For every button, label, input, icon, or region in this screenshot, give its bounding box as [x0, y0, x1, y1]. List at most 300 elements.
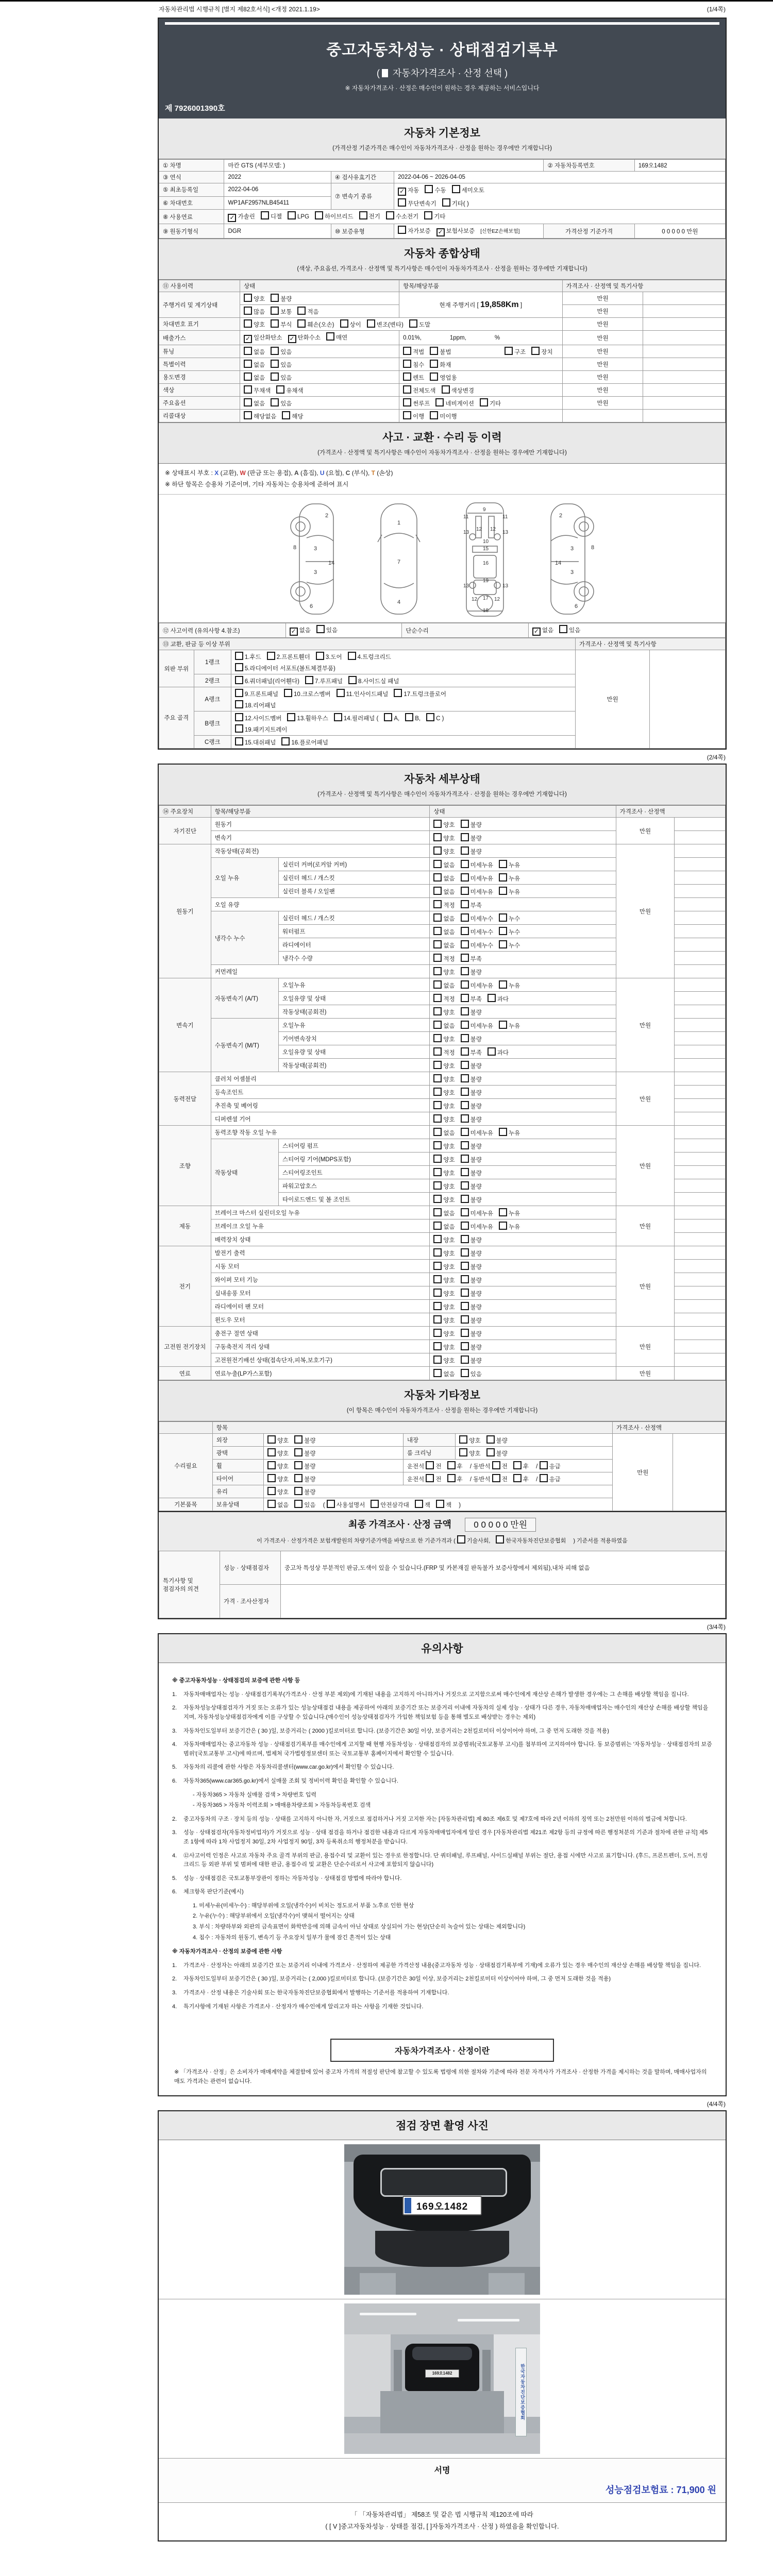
checkbox-option[interactable]: 불량 [461, 1155, 482, 1164]
checkbox-option[interactable]: 누유 [499, 1021, 520, 1030]
checkbox-option[interactable]: 양호 [433, 1329, 455, 1338]
empty-checkbox-icon[interactable] [287, 713, 295, 721]
checkbox-option[interactable]: 양호 [433, 820, 455, 829]
checkbox-option[interactable]: 5.라디에이터 서포트(볼트체결부품) [235, 663, 335, 672]
empty-checkbox-icon[interactable] [426, 713, 434, 721]
checkbox-option[interactable]: 영업용 [430, 372, 457, 382]
empty-checkbox-icon[interactable] [461, 1128, 469, 1136]
checkbox-option[interactable]: 적음 [297, 307, 318, 316]
checkbox-option[interactable]: 양호 [433, 1275, 455, 1284]
checkbox-option[interactable]: ✓ 없음 [532, 626, 553, 636]
empty-checkbox-icon[interactable] [433, 1114, 442, 1123]
checkbox-option[interactable]: 과다 [488, 1047, 509, 1057]
empty-checkbox-icon[interactable] [235, 663, 243, 671]
checkbox-option[interactable]: 양호 [433, 1074, 455, 1083]
empty-checkbox-icon[interactable] [288, 211, 296, 219]
empty-checkbox-icon[interactable] [271, 319, 279, 328]
empty-checkbox-icon[interactable] [244, 319, 252, 328]
checkbox-option[interactable]: 누유 [499, 1222, 520, 1231]
checkbox-option[interactable]: 11.인사이드패널 [337, 689, 389, 698]
checkbox-option[interactable]: 적정 [433, 900, 455, 909]
empty-checkbox-icon[interactable] [433, 820, 442, 828]
checkbox-option[interactable]: 사용설명서 [327, 1500, 365, 1509]
checkbox-option[interactable]: 없음 [244, 398, 265, 408]
checkbox-option[interactable]: 불량 [294, 1461, 315, 1470]
empty-checkbox-icon[interactable] [461, 1141, 469, 1149]
empty-checkbox-icon[interactable] [433, 1248, 442, 1257]
checkbox-option[interactable]: 불량 [461, 1315, 482, 1325]
empty-checkbox-icon[interactable] [433, 1355, 442, 1364]
empty-checkbox-icon[interactable] [452, 185, 460, 193]
empty-checkbox-icon[interactable] [433, 1141, 442, 1149]
empty-checkbox-icon[interactable] [267, 1500, 276, 1508]
empty-checkbox-icon[interactable] [461, 900, 469, 908]
checkbox-option[interactable]: 적정 [433, 1047, 455, 1057]
checkbox-option[interactable]: 14.필러패널 ( [334, 713, 378, 722]
empty-checkbox-icon[interactable] [486, 1448, 495, 1456]
empty-checkbox-icon[interactable] [316, 625, 325, 633]
checkbox-option[interactable]: 불량 [461, 1289, 482, 1298]
checkbox-option[interactable]: 양호 [433, 846, 455, 856]
empty-checkbox-icon[interactable] [499, 873, 507, 882]
checkbox-option[interactable]: 양호 [267, 1448, 289, 1458]
empty-checkbox-icon[interactable] [513, 1461, 522, 1469]
accident-options[interactable] [285, 623, 402, 638]
empty-checkbox-icon[interactable] [425, 185, 433, 193]
checkbox-option[interactable]: 변조(변타) [367, 319, 404, 329]
checkbox-option[interactable]: 12.사이드멤버 [235, 713, 282, 722]
empty-checkbox-icon[interactable] [294, 1474, 303, 1482]
empty-checkbox-icon[interactable] [235, 713, 243, 721]
checkbox-option[interactable]: 있음 [271, 360, 292, 369]
checkbox-option[interactable]: 양호 [433, 1141, 455, 1150]
checkbox-option[interactable]: 양호 [433, 1034, 455, 1043]
checkbox-option[interactable]: 누유 [499, 1208, 520, 1217]
empty-checkbox-icon[interactable] [531, 347, 540, 355]
checkbox-option[interactable]: 상이 [340, 319, 361, 329]
checkbox-option[interactable]: 불량 [461, 1329, 482, 1338]
empty-checkbox-icon[interactable] [426, 1474, 434, 1482]
checkbox-option[interactable]: 양호 [267, 1461, 289, 1470]
empty-checkbox-icon[interactable] [403, 411, 411, 419]
empty-checkbox-icon[interactable] [334, 713, 342, 721]
checkbox-option[interactable]: C ) [426, 713, 444, 722]
checkbox-option[interactable]: 불량 [294, 1448, 315, 1458]
checkbox-option[interactable]: 양호 [433, 1315, 455, 1325]
empty-checkbox-icon[interactable] [461, 1034, 469, 1042]
checkbox-option[interactable]: 미세누유 [461, 1208, 493, 1217]
checkbox-option[interactable]: 불량 [461, 1088, 482, 1097]
empty-checkbox-icon[interactable] [459, 1448, 467, 1456]
empty-checkbox-icon[interactable] [433, 1088, 442, 1096]
checkbox-option[interactable]: 양호 [433, 967, 455, 976]
empty-checkbox-icon[interactable] [461, 1329, 469, 1337]
empty-checkbox-icon[interactable] [235, 676, 243, 684]
empty-checkbox-icon[interactable] [433, 1235, 442, 1243]
checkbox-option[interactable]: 응급 [540, 1461, 561, 1470]
empty-checkbox-icon[interactable] [403, 347, 411, 355]
empty-checkbox-icon[interactable] [499, 1208, 507, 1216]
simple-repair-options[interactable] [528, 623, 725, 638]
empty-checkbox-icon[interactable] [244, 307, 252, 315]
empty-checkbox-icon[interactable] [433, 1289, 442, 1297]
checkbox-option[interactable]: 응급 [540, 1474, 561, 1483]
transmission-options[interactable] [394, 183, 726, 210]
empty-checkbox-icon[interactable] [433, 913, 442, 922]
empty-checkbox-icon[interactable] [559, 625, 567, 633]
checkbox-option[interactable]: 양호 [433, 1061, 455, 1070]
empty-checkbox-icon[interactable] [267, 1474, 276, 1482]
checkbox-option[interactable]: 누유 [499, 1128, 520, 1137]
checkbox-option[interactable]: 색상변경 [442, 385, 474, 395]
empty-checkbox-icon[interactable] [486, 1435, 495, 1444]
checkbox-option[interactable]: 불량 [486, 1448, 508, 1458]
checkbox-option[interactable]: 무채색 [244, 385, 271, 395]
checkbox-option[interactable]: 양호 [433, 1289, 455, 1298]
checkbox-option[interactable]: 수동 [425, 185, 446, 194]
empty-checkbox-icon[interactable] [442, 198, 450, 207]
checkbox-option[interactable]: 17.트렁크플로어 [394, 689, 446, 698]
empty-checkbox-icon[interactable] [244, 385, 252, 394]
checkbox-option[interactable]: 잭 [436, 1500, 451, 1509]
empty-checkbox-icon[interactable] [433, 1222, 442, 1230]
empty-checkbox-icon[interactable] [271, 398, 279, 406]
checked-checkbox-icon[interactable] [290, 628, 298, 636]
empty-checkbox-icon[interactable] [433, 873, 442, 882]
checkbox-option[interactable]: 부족 [461, 1047, 482, 1057]
checkbox-option[interactable]: 전 [426, 1474, 441, 1483]
checkbox-option[interactable]: 없음 [433, 913, 455, 923]
checkbox-option[interactable]: 3.도어 [316, 652, 342, 661]
empty-checkbox-icon[interactable] [461, 1181, 469, 1190]
checkbox-option[interactable]: 누유 [499, 980, 520, 990]
empty-checkbox-icon[interactable] [433, 1208, 442, 1216]
checkbox-option[interactable]: 적법 [403, 347, 424, 356]
empty-checkbox-icon[interactable] [284, 689, 292, 697]
empty-checkbox-icon[interactable] [433, 833, 442, 841]
empty-checkbox-icon[interactable] [433, 980, 442, 989]
checkbox-option[interactable]: 없음 [433, 887, 455, 896]
empty-checkbox-icon[interactable] [398, 198, 406, 207]
empty-checkbox-icon[interactable] [433, 887, 442, 895]
checkbox-option[interactable]: 1.후드 [235, 652, 261, 661]
empty-checkbox-icon[interactable] [244, 398, 252, 406]
empty-checkbox-icon[interactable] [433, 1047, 442, 1056]
checked-checkbox-icon[interactable] [398, 188, 406, 196]
empty-checkbox-icon[interactable] [461, 980, 469, 989]
checkbox-option[interactable]: 양호 [433, 1181, 455, 1191]
empty-checkbox-icon[interactable] [415, 1500, 423, 1508]
empty-checkbox-icon[interactable] [461, 1195, 469, 1203]
empty-checkbox-icon[interactable] [326, 332, 334, 341]
checkbox-option[interactable]: 불량 [461, 1168, 482, 1177]
checkbox-option[interactable]: 무단변속기 [398, 198, 436, 208]
empty-checkbox-icon[interactable] [461, 873, 469, 882]
checkbox-option[interactable]: 미세누유 [461, 873, 493, 883]
checkbox-option[interactable]: 불량 [294, 1474, 315, 1483]
checkbox-option[interactable]: 훼손(오손) [297, 319, 334, 329]
checkbox-option[interactable]: 양호 [433, 1235, 455, 1244]
checkbox-option[interactable]: 6.쿼더패널(리어휀다) [235, 676, 299, 685]
empty-checkbox-icon[interactable] [461, 994, 469, 1002]
empty-checkbox-icon[interactable] [499, 1222, 507, 1230]
empty-checkbox-icon[interactable] [430, 372, 438, 381]
checkbox-option[interactable]: 과다 [488, 994, 509, 1003]
empty-checkbox-icon[interactable] [244, 411, 252, 419]
empty-checkbox-icon[interactable] [492, 1461, 500, 1469]
checkbox-option[interactable]: 2.프론트휀더 [267, 652, 310, 661]
checkbox-option[interactable]: 불량 [461, 1302, 482, 1311]
checkbox-option[interactable]: 매연 [326, 332, 347, 342]
empty-checkbox-icon[interactable] [294, 1500, 303, 1508]
checkbox-option[interactable]: ✓ 없음 [290, 626, 311, 636]
empty-checkbox-icon[interactable] [488, 1047, 496, 1056]
checkbox-option[interactable]: 누수 [499, 913, 520, 923]
checkbox-option[interactable]: 많음 [244, 307, 265, 316]
empty-checkbox-icon[interactable] [461, 1315, 469, 1324]
checkbox-option[interactable]: 불량 [461, 1114, 482, 1124]
empty-checkbox-icon[interactable] [267, 1461, 276, 1469]
empty-checkbox-icon[interactable] [337, 689, 345, 697]
checkbox-option[interactable]: 불량 [461, 1101, 482, 1110]
empty-checkbox-icon[interactable] [267, 1487, 276, 1495]
checkbox-option[interactable]: 불량 [461, 1248, 482, 1258]
empty-checkbox-icon[interactable] [480, 398, 488, 406]
empty-checkbox-icon[interactable] [488, 994, 496, 1002]
empty-checkbox-icon[interactable] [442, 385, 450, 394]
checkbox-option[interactable]: 해당없음 [244, 411, 276, 420]
checkbox-option[interactable]: 누수 [499, 927, 520, 936]
checkbox-option[interactable]: LPG [288, 211, 309, 220]
empty-checkbox-icon[interactable] [424, 211, 432, 219]
checkbox-option[interactable]: 10.크로스멤버 [284, 689, 331, 698]
empty-checkbox-icon[interactable] [461, 1101, 469, 1109]
empty-checkbox-icon[interactable] [297, 307, 306, 315]
empty-checkbox-icon[interactable] [433, 1275, 442, 1283]
checkbox-option[interactable]: 불량 [461, 846, 482, 856]
empty-checkbox-icon[interactable] [461, 1275, 469, 1283]
checkbox-option[interactable]: 유채색 [276, 385, 303, 395]
checkbox-option[interactable]: 불량 [294, 1435, 315, 1445]
empty-checkbox-icon[interactable] [461, 954, 469, 962]
checkbox-option[interactable]: 후 [447, 1461, 463, 1470]
empty-checkbox-icon[interactable] [409, 319, 417, 328]
checkbox-option[interactable]: 있음 [316, 625, 338, 634]
empty-checkbox-icon[interactable] [461, 846, 469, 855]
checkbox-option[interactable]: 보통 [271, 307, 292, 316]
checkbox-option[interactable]: 전 [426, 1461, 441, 1470]
checkbox-option[interactable]: 양호 [433, 1195, 455, 1204]
empty-checkbox-icon[interactable] [430, 360, 438, 368]
checkbox-option[interactable]: 렌트 [403, 372, 424, 382]
empty-checkbox-icon[interactable] [430, 347, 438, 355]
checkbox-option[interactable]: 세미오토 [452, 185, 484, 194]
empty-checkbox-icon[interactable] [499, 860, 507, 868]
empty-checkbox-icon[interactable] [271, 360, 279, 368]
empty-checkbox-icon[interactable] [461, 1155, 469, 1163]
empty-checkbox-icon[interactable] [271, 294, 279, 302]
checkbox-option[interactable]: 없음 [433, 1369, 455, 1378]
empty-checkbox-icon[interactable] [403, 398, 411, 406]
empty-checkbox-icon[interactable] [461, 1248, 469, 1257]
empty-checkbox-icon[interactable] [461, 927, 469, 935]
checkbox-option[interactable]: 안전삼각대 [371, 1500, 409, 1509]
empty-checkbox-icon[interactable] [435, 398, 444, 406]
checkbox-option[interactable]: 없음 [433, 1222, 455, 1231]
checkbox-option[interactable]: A, [384, 713, 399, 722]
checked-checkbox-icon[interactable] [288, 335, 296, 343]
checkbox-option[interactable]: 전기 [359, 211, 380, 221]
checkbox-option[interactable]: 없음 [433, 1208, 455, 1217]
checkbox-option[interactable]: 양호 [433, 1007, 455, 1016]
empty-checkbox-icon[interactable] [461, 1262, 469, 1270]
checkbox-option[interactable]: 양호 [433, 1155, 455, 1164]
empty-checkbox-icon[interactable] [447, 1461, 456, 1469]
checkbox-option[interactable]: 불량 [461, 820, 482, 829]
empty-checkbox-icon[interactable] [271, 307, 279, 315]
checkbox-option[interactable]: 양호 [459, 1448, 480, 1458]
empty-checkbox-icon[interactable] [461, 1342, 469, 1350]
checkbox-option[interactable]: 전 [492, 1461, 508, 1470]
checked-checkbox-icon[interactable] [244, 335, 252, 343]
checkbox-option[interactable]: 양호 [244, 319, 265, 329]
checkbox-option[interactable]: 누유 [499, 873, 520, 883]
checkbox-option[interactable]: 있음 [559, 625, 580, 634]
checkbox-option[interactable]: 침수 [403, 360, 424, 369]
checkbox-option[interactable]: 양호 [433, 1248, 455, 1258]
empty-checkbox-icon[interactable] [461, 1088, 469, 1096]
empty-checkbox-icon[interactable] [244, 372, 252, 381]
checkbox-option[interactable]: 불량 [461, 1275, 482, 1284]
empty-checkbox-icon[interactable] [340, 319, 348, 328]
empty-checkbox-icon[interactable] [461, 967, 469, 975]
empty-checkbox-icon[interactable] [499, 1021, 507, 1029]
checkbox-option[interactable]: 있음 [294, 1500, 315, 1509]
empty-checkbox-icon[interactable] [403, 385, 411, 394]
checked-checkbox-icon[interactable] [532, 628, 541, 636]
empty-checkbox-icon[interactable] [433, 1061, 442, 1069]
checkbox-option[interactable]: 불량 [461, 1007, 482, 1016]
checkbox-option[interactable]: 양호 [433, 1262, 455, 1271]
empty-checkbox-icon[interactable] [499, 940, 507, 948]
empty-checkbox-icon[interactable] [305, 676, 313, 684]
empty-checkbox-icon[interactable] [461, 887, 469, 895]
empty-checkbox-icon[interactable] [433, 1034, 442, 1042]
checkbox-option[interactable]: ✓ 일산화탄소 [244, 333, 282, 343]
checkbox-option[interactable]: 전체도색 [403, 385, 435, 395]
empty-checkbox-icon[interactable] [244, 360, 252, 368]
checkbox-option[interactable]: 이행 [403, 411, 424, 420]
empty-checkbox-icon[interactable] [403, 360, 411, 368]
empty-checkbox-icon[interactable] [433, 967, 442, 975]
empty-checkbox-icon[interactable] [235, 700, 243, 708]
checkbox-option[interactable]: 전 [492, 1474, 508, 1483]
checkbox-option[interactable]: 디젤 [261, 211, 282, 221]
empty-checkbox-icon[interactable] [447, 1474, 456, 1482]
empty-checkbox-icon[interactable] [433, 846, 442, 855]
empty-checkbox-icon[interactable] [267, 1435, 276, 1444]
empty-checkbox-icon[interactable] [235, 652, 243, 660]
empty-checkbox-icon[interactable] [461, 833, 469, 841]
checkbox-option[interactable]: 후 [513, 1474, 529, 1483]
checkbox-option[interactable]: 부족 [461, 900, 482, 909]
empty-checkbox-icon[interactable] [235, 689, 243, 697]
checkbox-option[interactable]: 양호 [433, 1114, 455, 1124]
empty-checkbox-icon[interactable] [433, 1168, 442, 1176]
checkbox-option[interactable]: 없음 [433, 860, 455, 869]
checkbox-option[interactable]: 불량 [271, 294, 292, 303]
checkbox-option[interactable]: 적정 [433, 954, 455, 963]
empty-checkbox-icon[interactable] [461, 1061, 469, 1069]
checkbox-option[interactable]: 불량 [461, 1262, 482, 1271]
empty-checkbox-icon[interactable] [461, 1355, 469, 1364]
empty-checkbox-icon[interactable] [261, 211, 269, 219]
empty-checkbox-icon[interactable] [244, 347, 252, 355]
checkbox-option[interactable]: 누유 [499, 860, 520, 869]
checkbox-option[interactable]: 기타( ) [442, 198, 469, 208]
empty-checkbox-icon[interactable] [386, 211, 394, 219]
empty-checkbox-icon[interactable] [235, 724, 243, 733]
empty-checkbox-icon[interactable] [436, 1500, 444, 1508]
empty-checkbox-icon[interactable] [492, 1474, 500, 1482]
empty-checkbox-icon[interactable] [267, 1448, 276, 1456]
checkbox-option[interactable]: 불량 [461, 1355, 482, 1365]
checked-checkbox-icon[interactable] [436, 228, 445, 236]
checkbox-option[interactable]: 있음 [271, 347, 292, 356]
checkbox-option[interactable]: 불량 [294, 1487, 315, 1496]
empty-checkbox-icon[interactable] [433, 1315, 442, 1324]
checkbox-option[interactable]: 한국자동차진단보증협회 [496, 1535, 566, 1545]
empty-checkbox-icon[interactable] [398, 226, 406, 234]
checkbox-option[interactable]: 불량 [461, 1195, 482, 1204]
checkbox-option[interactable]: 없음 [244, 347, 265, 356]
empty-checkbox-icon[interactable] [403, 372, 411, 381]
empty-checkbox-icon[interactable] [244, 294, 252, 302]
checkbox-option[interactable]: 하이브리드 [315, 211, 354, 221]
empty-checkbox-icon[interactable] [461, 1168, 469, 1176]
checkbox-option[interactable]: 양호 [433, 1342, 455, 1351]
checkbox-option[interactable]: 있음 [461, 1369, 482, 1378]
empty-checkbox-icon[interactable] [461, 820, 469, 828]
empty-checkbox-icon[interactable] [461, 1369, 469, 1377]
empty-checkbox-icon[interactable] [461, 1208, 469, 1216]
checkbox-option[interactable]: 없음 [267, 1500, 289, 1509]
checkbox-option[interactable]: ✓ 보험사보증 [436, 227, 475, 236]
empty-checkbox-icon[interactable] [281, 737, 290, 745]
warranty-options[interactable] [394, 224, 544, 239]
empty-checkbox-icon[interactable] [433, 1128, 442, 1136]
empty-checkbox-icon[interactable] [461, 940, 469, 948]
checkbox-option[interactable]: 누유 [499, 887, 520, 896]
checkbox-option[interactable]: 7.루프패널 [305, 676, 343, 685]
checkbox-option[interactable]: 양호 [267, 1487, 289, 1496]
checkbox-option[interactable]: 양호 [267, 1435, 289, 1445]
checkbox-option[interactable]: 불량 [461, 1141, 482, 1150]
checkbox-option[interactable]: 미세누유 [461, 887, 493, 896]
checkbox-option[interactable]: 적정 [433, 994, 455, 1003]
empty-checkbox-icon[interactable] [505, 347, 513, 355]
checkbox-option[interactable]: 미세누수 [461, 913, 493, 923]
checkbox-option[interactable]: 없음 [433, 1128, 455, 1137]
checkbox-option[interactable]: 9.프론트패널 [235, 689, 278, 698]
empty-checkbox-icon[interactable] [433, 927, 442, 935]
empty-checkbox-icon[interactable] [294, 1448, 303, 1456]
empty-checkbox-icon[interactable] [433, 954, 442, 962]
checkbox-option[interactable]: 불량 [461, 1074, 482, 1083]
empty-checkbox-icon[interactable] [433, 1329, 442, 1337]
empty-checkbox-icon[interactable] [371, 1500, 379, 1508]
empty-checkbox-icon[interactable] [426, 1461, 434, 1469]
